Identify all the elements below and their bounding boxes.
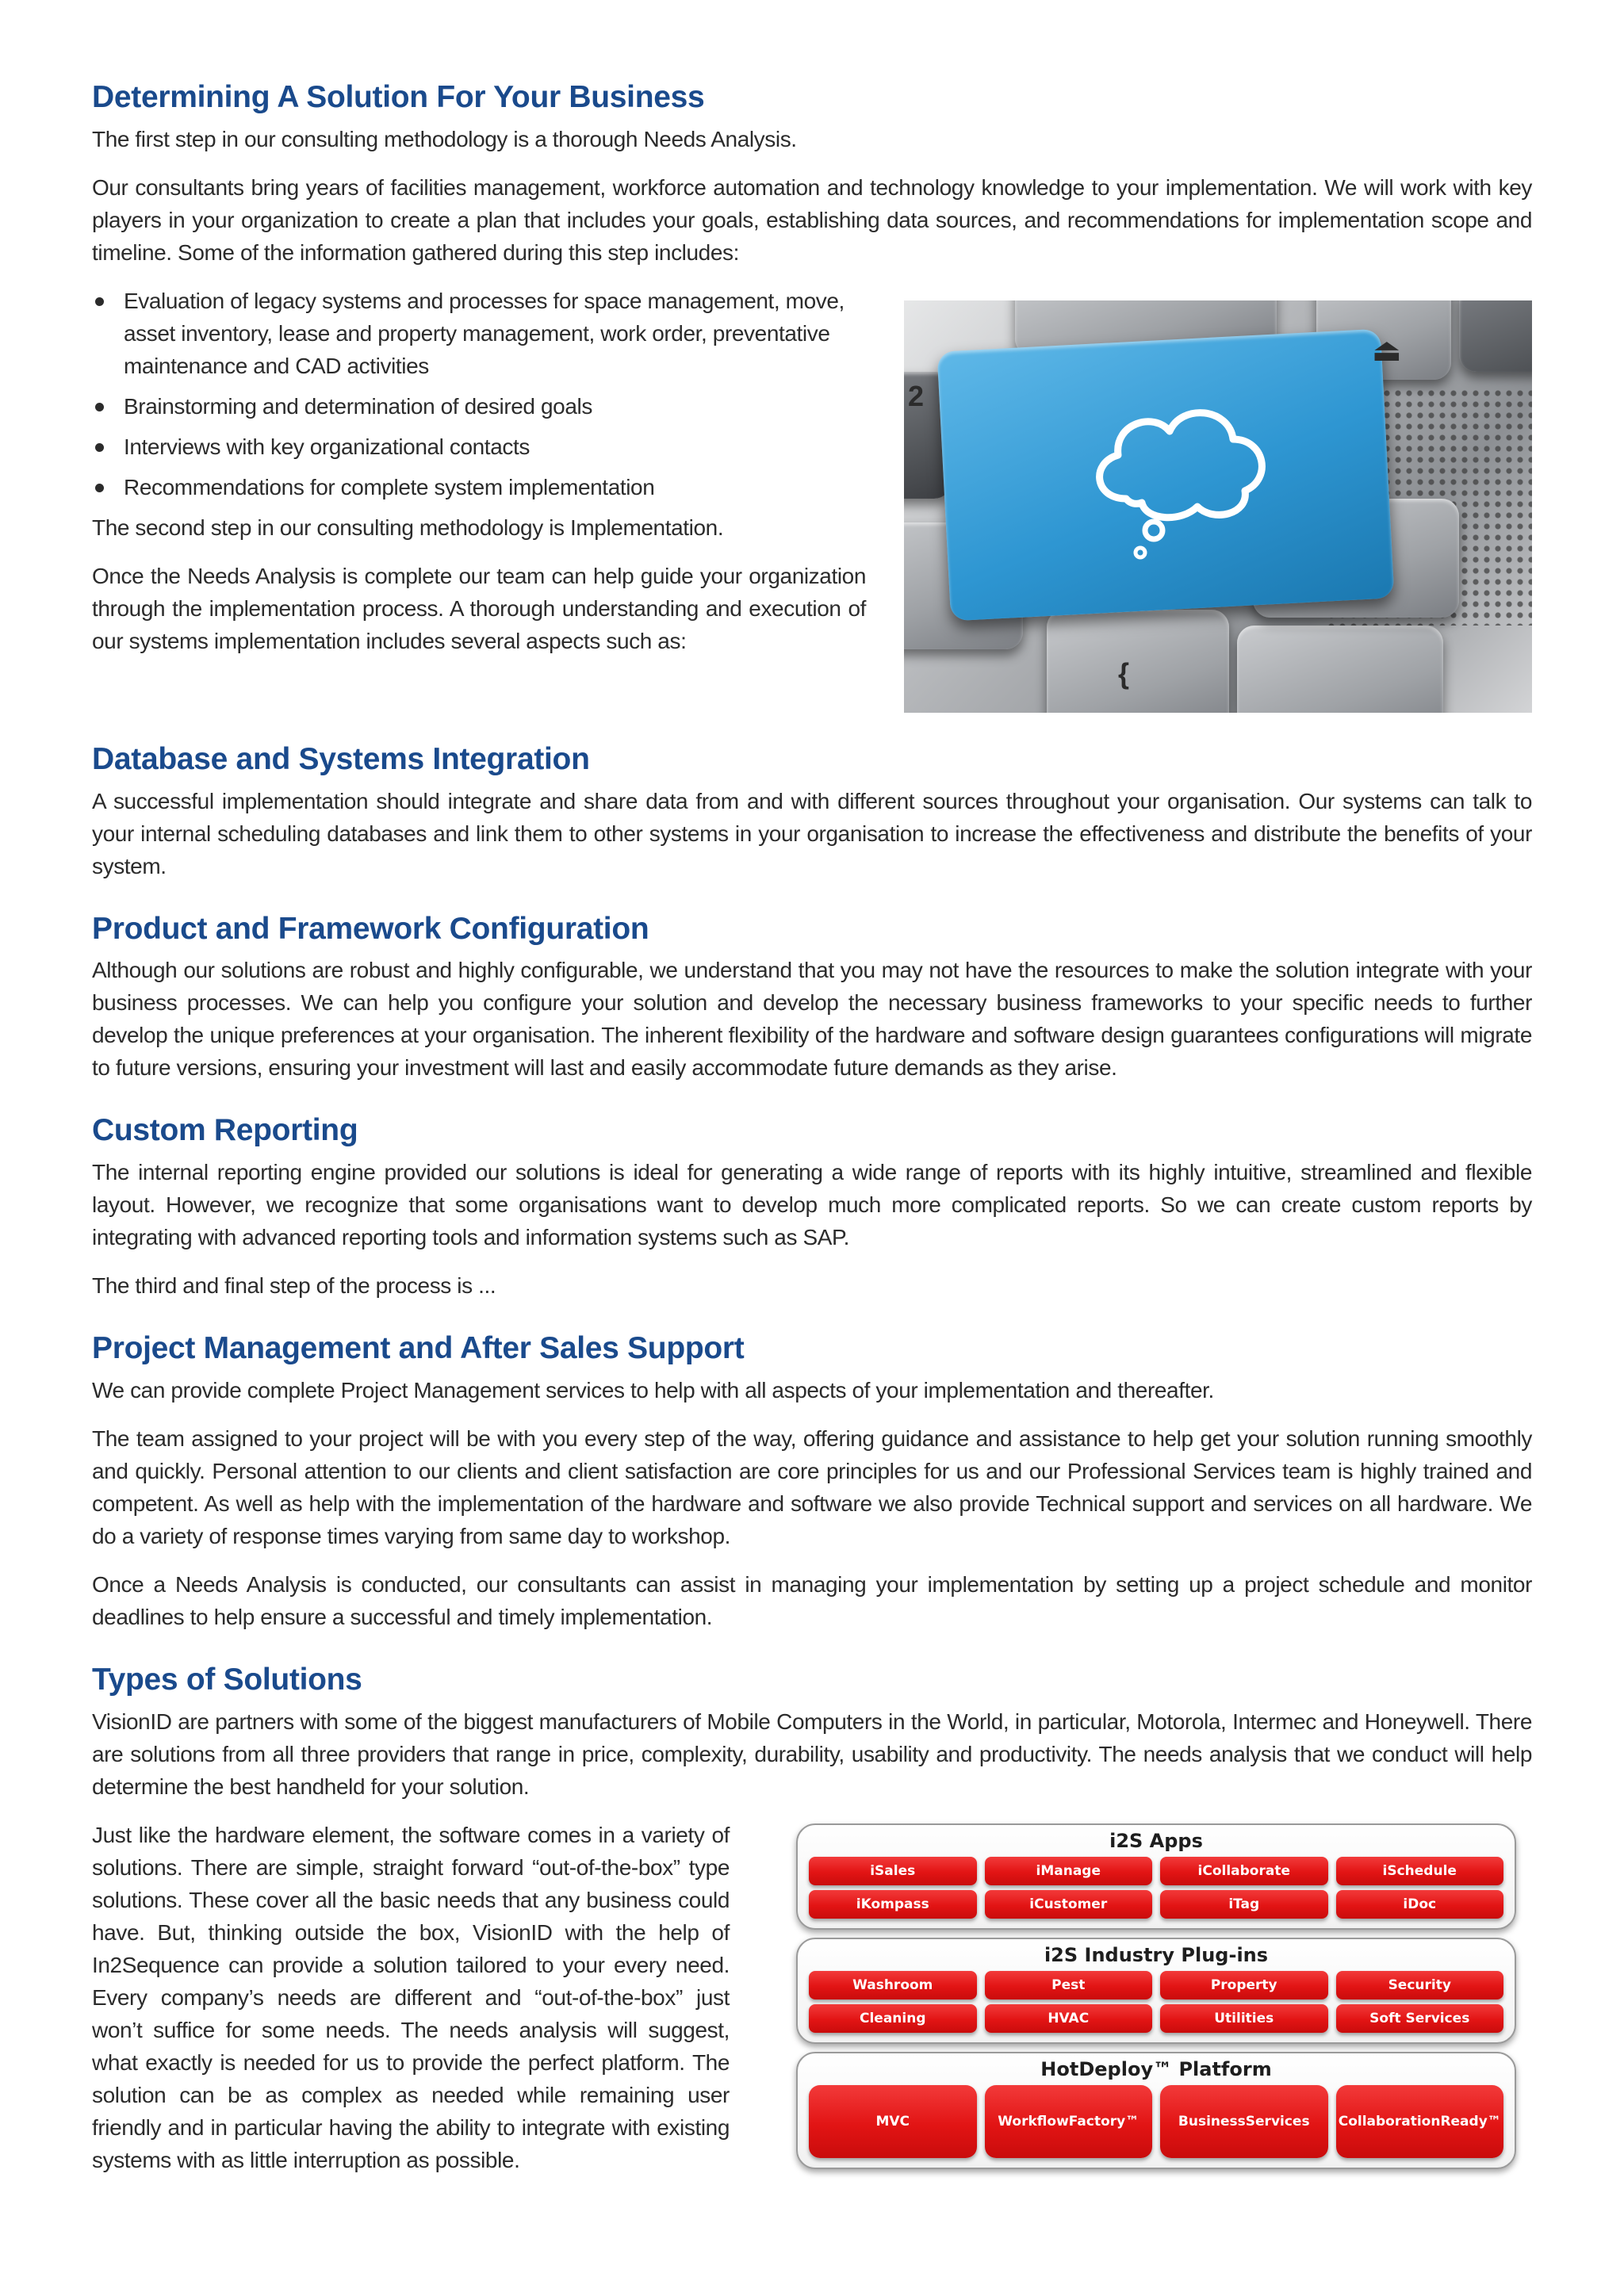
app-tile: iCollaborate (1160, 1857, 1328, 1885)
app-tile: iSales (809, 1857, 977, 1885)
keyboard-key (1237, 626, 1443, 713)
plugin-tile: Cleaning (809, 2004, 977, 2033)
plugins-panel (796, 1938, 1516, 2044)
plugin-tile: Property (1160, 1971, 1328, 1999)
product-p1: Although our solutions are robust and highly configurable, we understand that you may not have the resources to make the solution integrate with your business processes. We can help you configure your solution and develop the necessary business frameworks to your specific needs to further develop the unique preferences at your organisation. The inherent flexibility of the hardware and software design guarantees configurations will migrate to future versions, ensuring your investment will last and easily accommodate future demands as they arise. (92, 958, 1532, 1081)
list-item: Interviews with key organizational contacts (92, 430, 866, 463)
intro-left-column (92, 285, 866, 657)
types-left-column (92, 1819, 730, 2176)
brace-glyph: { (1118, 656, 1130, 690)
platform-tile: MVC (809, 2085, 977, 2158)
plugins-panel-title: i2S Industry Plug-ins (1044, 1943, 1269, 1966)
reporting-heading: Custom Reporting (92, 1113, 358, 1148)
database-p1: A successful implementation should integrate and share data from and with different sources throughout your organisation. Our systems can talk to your internal scheduling databases and link them to other systems in your organisation to increase the effectiveness and distribute the benefits of your system. (92, 788, 1532, 878)
list-item: Brainstorming and determination of desired goals (92, 390, 866, 423)
database-section (92, 741, 1532, 882)
app-tile: iSchedule (1336, 1857, 1504, 1885)
keyboard-key (1047, 610, 1229, 713)
intro-section (92, 79, 1532, 713)
document-page (92, 79, 1532, 2177)
plugin-tile: Pest (985, 1971, 1153, 1999)
apps-grid (809, 1857, 1503, 1919)
app-tile: iKompass (809, 1890, 977, 1919)
project-p3: Once a Needs Analysis is conducted, our consultants can assist in managing your implementation by setting up a project schedule and monitor deadlines to help ensure a successful and timely implementation. (92, 1571, 1532, 1629)
app-tile: iDoc (1336, 1890, 1504, 1919)
needs-analysis-list (92, 285, 866, 503)
platform-panel (796, 2052, 1516, 2169)
plugin-tile: Security (1336, 1971, 1504, 1999)
number-glyph: 2 (908, 379, 925, 412)
apps-panel (796, 1823, 1516, 1930)
product-section (92, 911, 1532, 1085)
reporting-p1: The internal reporting engine provided our solutions is ideal for generating a wide range of reports with its highly intuitive, streamlined and flexible layout. However, we recognize that some organisations want to develop much more complicated reports. So we can create custom reports by integrating with advanced reporting tools and information systems such as SAP. (92, 1160, 1532, 1250)
platform-panel-title: HotDeploy™ Platform (1040, 2057, 1272, 2080)
plugin-tile: Washroom (809, 1971, 977, 1999)
app-tile: iTag (1160, 1890, 1328, 1919)
plugin-tile: Utilities (1160, 2004, 1328, 2033)
intro-p1: The first step in our consulting methodology is a thorough Needs Analysis. (92, 126, 797, 151)
intro-p2: Our consultants bring years of facilities management, workforce automation and technology knowledge to your implementation. We will work with key players in your organization to create a plan that includes your goals, establishing data sources, and recommendations for implementation scope and timeline. Some of the information gathered during this step includes: (92, 174, 1532, 265)
platform-grid (809, 2085, 1503, 2158)
plugins-grid (809, 1971, 1503, 2033)
app-tile: iManage (985, 1857, 1153, 1885)
database-heading: Database and Systems Integration (92, 741, 590, 776)
types-section (92, 1662, 1532, 2177)
plugin-tile: Soft Services (1336, 2004, 1504, 2033)
keyboard-cloud-photo (904, 300, 1532, 713)
app-tile: iCustomer (985, 1890, 1153, 1919)
apps-panel-title: i2S Apps (1109, 1829, 1203, 1852)
intro-p3: The second step in our consulting methodology is Implementation. (92, 515, 724, 540)
types-p2: Just like the hardware element, the software comes in a variety of solutions. There are simple, straight forward “out-of-the-box” type solutions. These cover all the basic needs that any business could have. But, thinking outside the box, VisionID with the help of In2Sequence can provide a solution tailored to your every need. Every company’s needs are different and “out-of-the-box” just won’t suffice for some needs. The needs analysis will suggest, what exactly is needed for us to provide the perfect platform. The solution can be as complex as needed while remaining user friendly and in particular having the ability to integrate with existing systems with as little interruption as possible. (92, 1822, 730, 2172)
project-p2: The team assigned to your project will be with you every step of the way, offering guidance and assistance to help get your solution running smoothly and quickly. Personal attention to our clients and client satisfaction are core principles for us and our Professional Services team is highly trained and competent. As well as help with the implementation of the hardware and software we also provide Technical support and services on all hardware. We do a variety of response times varying from same day to workshop. (92, 1425, 1532, 1548)
platform-tile: WorkflowFactory™ (985, 2085, 1153, 2158)
types-heading: Types of Solutions (92, 1662, 362, 1697)
project-p1: We can provide complete Project Management services to help with all aspects of your implementation and thereafter. (92, 1377, 1214, 1402)
list-item: Recommendations for complete system implementation (92, 471, 866, 503)
platform-tile: BusinessServices (1160, 2085, 1328, 2158)
intro-row (92, 285, 1532, 713)
reporting-p2: The third and final step of the process is ... (92, 1273, 496, 1299)
keyboard-key (1459, 300, 1532, 372)
plugin-tile: HVAC (985, 2004, 1153, 2033)
cloud-icon (1078, 380, 1285, 570)
types-p1: VisionID are partners with some of the biggest manufacturers of Mobile Computers in the World, in particular, Motorola, Intermec and Honeywell. There are solutions from all three providers that range in price, complexity, durability, usability and productivity. The needs analysis that we conduct will help determine the best handheld for your solution. (92, 1709, 1532, 1799)
project-section (92, 1330, 1532, 1633)
eject-icon: ⏏ (1372, 332, 1402, 368)
types-row (92, 1819, 1532, 2177)
list-item: Evaluation of legacy systems and processes for space management, move, asset inventory, lease and property management, work order, preventative maintenance and CAD activities (92, 285, 866, 382)
intro-p4: Once the Needs Analysis is complete our team can help guide your organization through the implementation process. A thorough understanding and execution of our systems implementation includes several aspects such as: (92, 563, 866, 653)
i2s-architecture-diagram (796, 1823, 1516, 2177)
product-heading: Product and Framework Configuration (92, 911, 649, 946)
platform-tile: CollaborationReady™ (1336, 2085, 1504, 2158)
project-heading: Project Management and After Sales Support (92, 1331, 745, 1366)
reporting-section (92, 1112, 1532, 1302)
intro-heading: Determining A Solution For Your Business (92, 80, 705, 114)
